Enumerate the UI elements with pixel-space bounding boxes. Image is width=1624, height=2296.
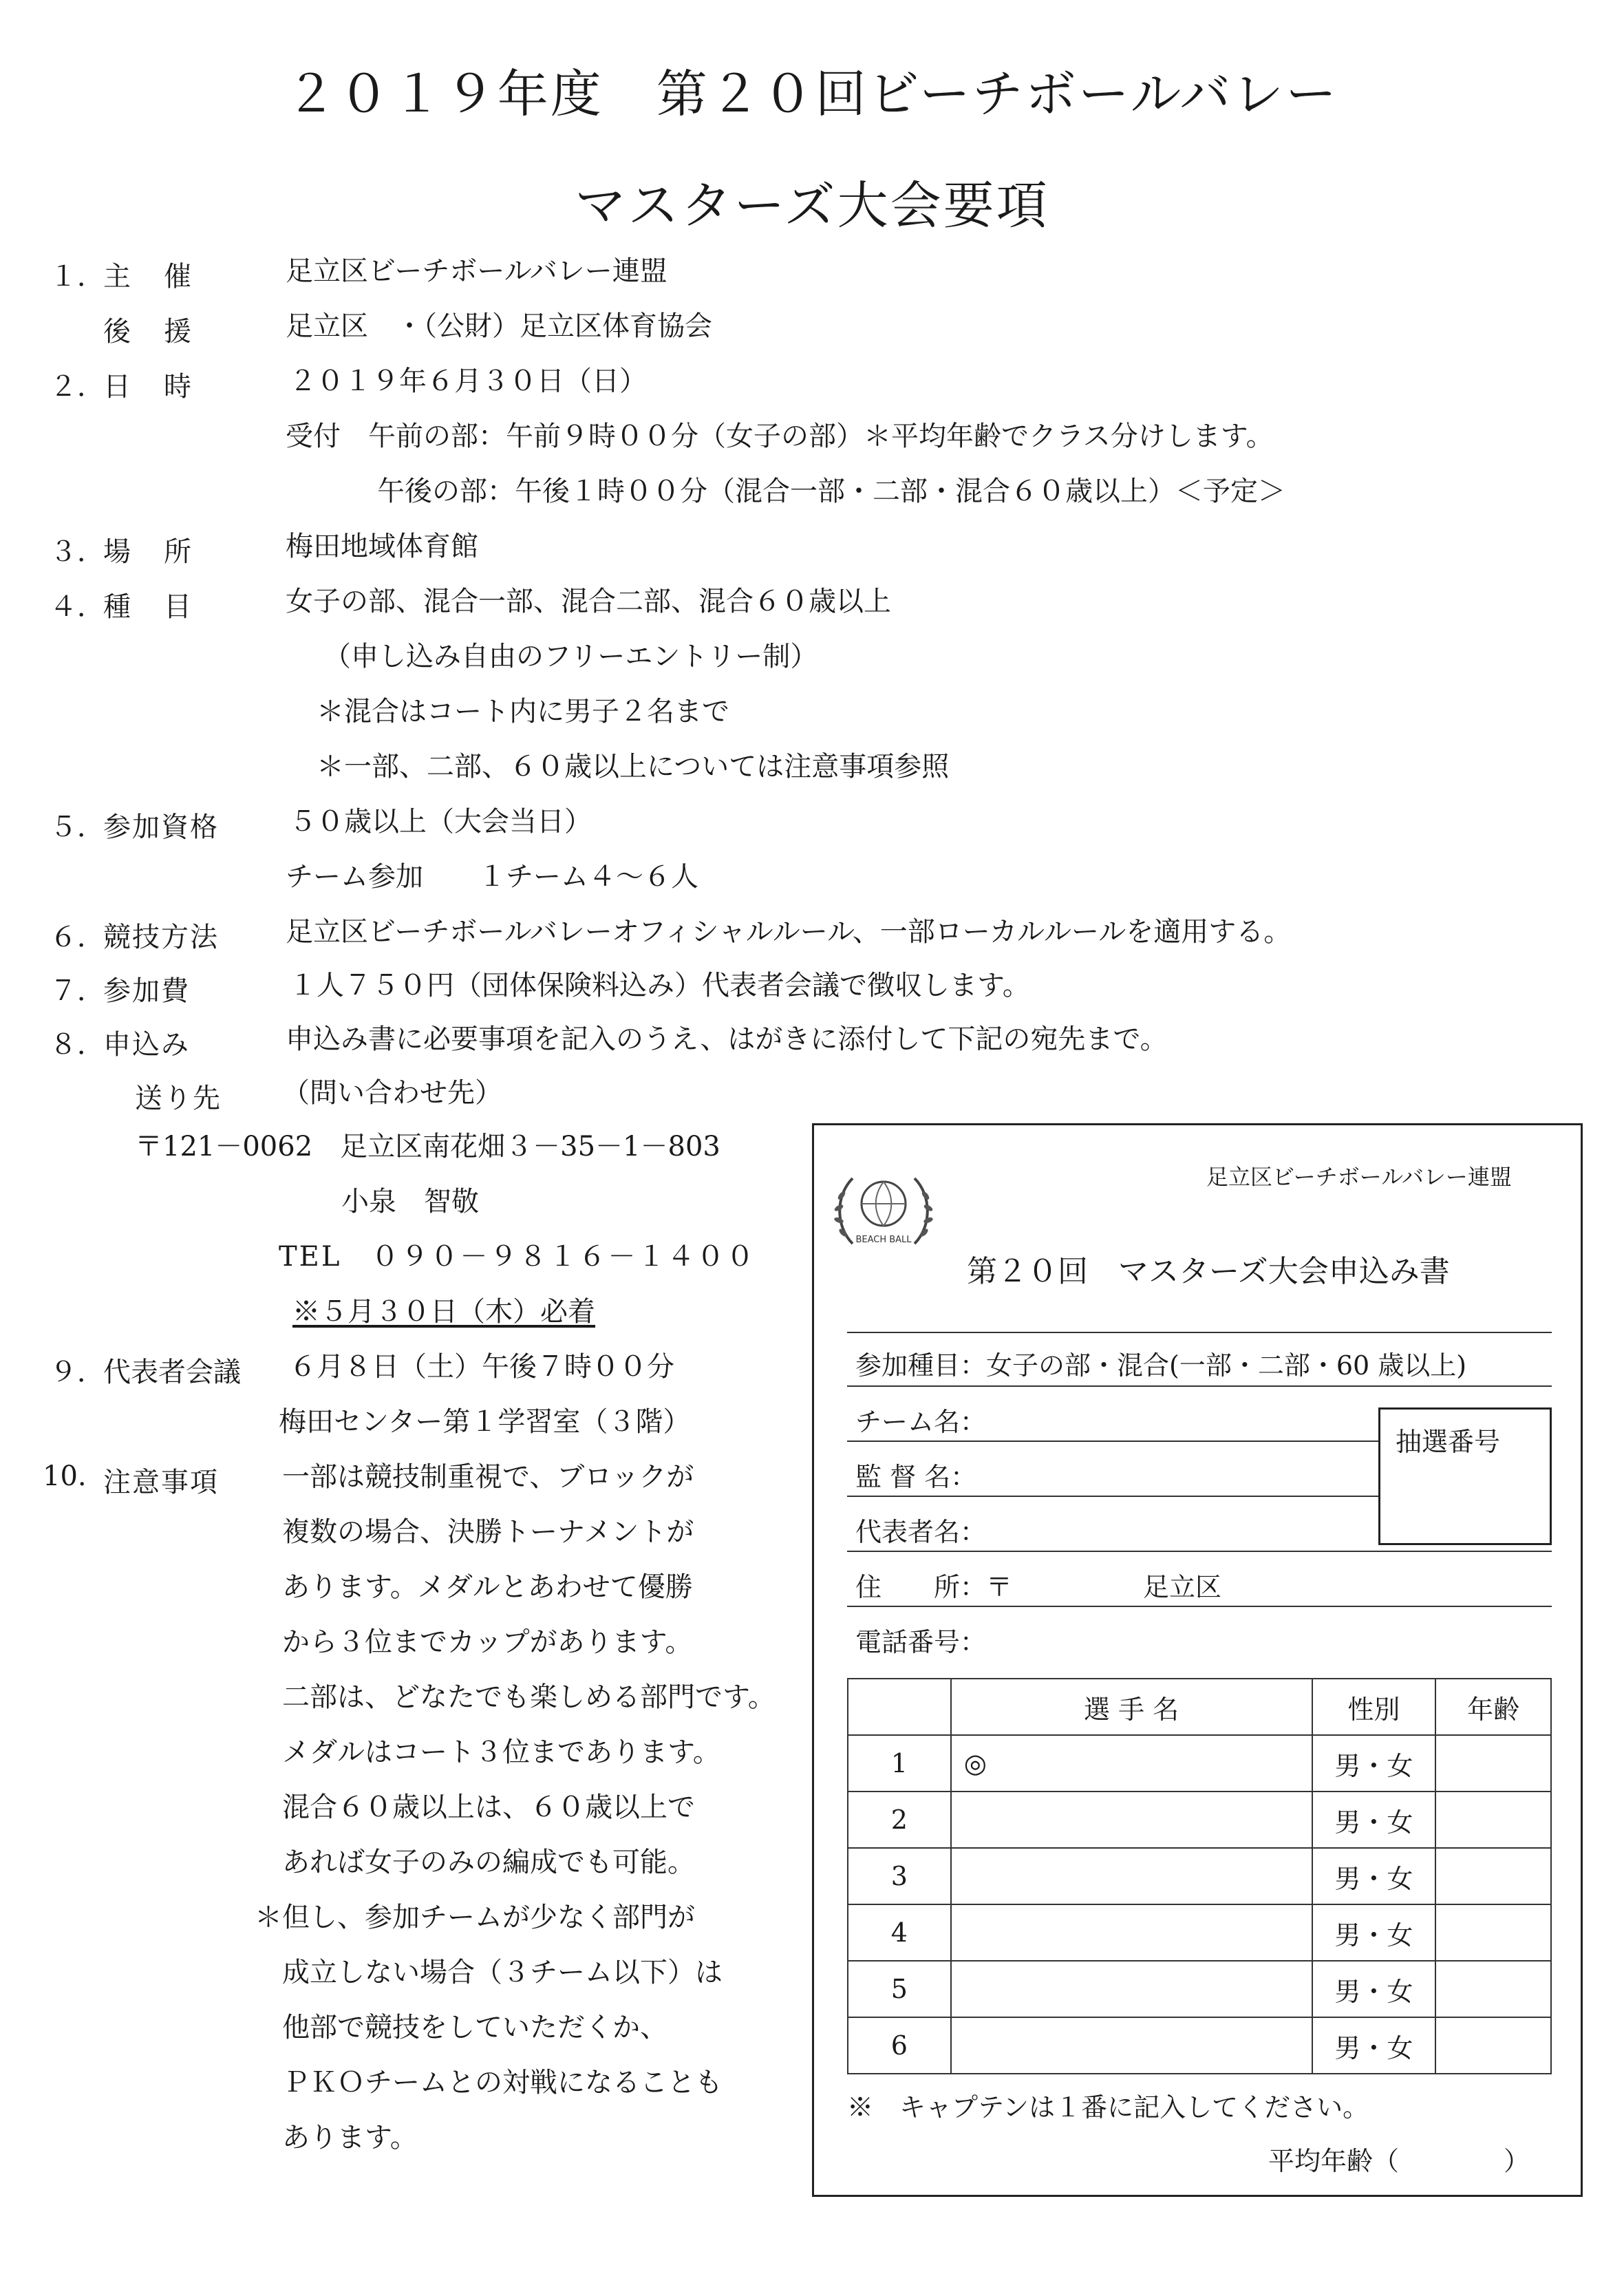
- item-number: ６．: [50, 922, 105, 953]
- events-note: （申し込み自由のフリーエントリー制）: [323, 641, 818, 672]
- item-number: ２．: [50, 371, 105, 403]
- datetime-label: 日 時: [103, 371, 194, 403]
- note-line: あります。メダルとあわせて優勝: [282, 1571, 693, 1603]
- header-player-name: 選 手 名: [951, 1679, 1312, 1735]
- row-number: 6: [848, 2017, 951, 2074]
- page-title: ２０１９年度 第２０回ビーチボールバレー: [285, 65, 1339, 124]
- divider: [847, 1551, 1552, 1552]
- events-value: 女子の部、混合一部、混合二部、混合６０歳以上: [286, 586, 891, 617]
- eligibility-value: ５０歳以上（大会当日）: [289, 806, 592, 838]
- note-line: 複数の場合、決勝トーナメントが: [282, 1516, 694, 1548]
- item-number: ４．: [50, 591, 105, 623]
- item-number: ７．: [50, 975, 105, 1007]
- events-label: 種 目: [103, 591, 194, 623]
- age-cell[interactable]: [1435, 2017, 1551, 2074]
- player-name-cell[interactable]: [951, 1848, 1312, 1904]
- table-row: [848, 1848, 1551, 1904]
- eligibility-label: 参加資格: [103, 811, 219, 843]
- sex-cell[interactable]: 男・女: [1312, 1904, 1436, 1961]
- events-note: ＊混合はコート内に男子２名まで: [317, 696, 729, 727]
- header-sex: 性別: [1312, 1679, 1436, 1735]
- table-row: [848, 1961, 1551, 2017]
- form-title: 第２０回 マスターズ大会申込み書: [967, 1254, 1450, 1289]
- item-number: 10.: [43, 1460, 87, 1492]
- note-line: あれば女子のみの編成でも可能。: [282, 1847, 695, 1878]
- table-row: [848, 1904, 1551, 1961]
- form-organization: 足立区ビーチボールバレー連盟: [1206, 1164, 1512, 1190]
- deadline: ※５月３０日（木）必着: [292, 1296, 595, 1328]
- sex-cell[interactable]: 男・女: [1312, 1961, 1436, 2017]
- inquiry-label: （問い合わせ先）: [282, 1077, 502, 1109]
- player-name-cell[interactable]: [951, 1961, 1312, 2017]
- form-category: 参加種目：女子の部・混合(一部・二部・60 歳以上): [855, 1350, 1467, 1381]
- player-table: [847, 1678, 1552, 2074]
- application-form: [812, 1123, 1583, 2197]
- sponsor-value: 足立区 ・（公財）足立区体育協会: [286, 310, 712, 342]
- organizer-value: 足立区ビーチボールバレー連盟: [286, 255, 667, 287]
- row-number: 2: [848, 1792, 951, 1848]
- address-field[interactable]: 住 所：〒: [855, 1572, 1013, 1602]
- rules-label: 競技方法: [103, 922, 219, 953]
- item-number: ５．: [50, 811, 105, 843]
- note-line: 他部で競技をしていただくか、: [282, 2012, 667, 2043]
- header-number: [848, 1679, 951, 1735]
- age-cell[interactable]: [1435, 1792, 1551, 1848]
- sex-cell[interactable]: 男・女: [1312, 1848, 1436, 1904]
- note-line: 一部は競技制重視で、ブロックが: [282, 1461, 694, 1493]
- average-age-field[interactable]: 平均年齢（ ）: [1268, 2146, 1530, 2176]
- note-line: から３位までカップがあります。: [282, 1626, 693, 1658]
- team-size: チーム参加 １チーム４～６人: [286, 861, 698, 893]
- mailing-address: 〒121－0062 足立区南花畑３－35－1－803: [135, 1131, 720, 1162]
- note-line: ＰＫＯチームとの対戦になることも: [282, 2067, 723, 2098]
- item-number: ３．: [50, 536, 105, 568]
- table-header-row: [848, 1679, 1551, 1735]
- team-name-field[interactable]: チーム名：: [855, 1407, 987, 1437]
- lottery-number-label: 抽選番号: [1396, 1427, 1501, 1457]
- coach-name-field[interactable]: 監 督 名：: [855, 1462, 977, 1492]
- item-number: ９．: [50, 1357, 105, 1388]
- meeting-value: ６月８日（土）午後７時００分: [289, 1351, 674, 1383]
- table-row: [848, 2017, 1551, 2074]
- emblem-text: BEACH BALL: [855, 1235, 912, 1245]
- age-cell[interactable]: [1435, 1735, 1551, 1792]
- meeting-label: 代表者会議: [103, 1357, 241, 1388]
- venue-label: 場 所: [103, 536, 194, 568]
- fee-value: １人７５０円（団体保険料込み）代表者会議で徴収します。: [289, 970, 1030, 1001]
- contact-person: 小泉 智敬: [341, 1186, 479, 1218]
- player-name-cell[interactable]: [951, 1792, 1312, 1848]
- header-age: 年齢: [1435, 1679, 1551, 1735]
- age-cell[interactable]: [1435, 1848, 1551, 1904]
- phone-field[interactable]: 電話番号：: [855, 1627, 987, 1657]
- sex-cell[interactable]: 男・女: [1312, 2017, 1436, 2074]
- rules-value: 足立区ビーチボールバレーオフィシャルルール、一部ローカルルールを適用する。: [286, 916, 1292, 948]
- note-line: ＊但し、参加チームが少なく部門が: [255, 1902, 695, 1933]
- venue-value: 梅田地域体育館: [286, 531, 478, 562]
- item-number: １．: [50, 261, 105, 293]
- row-number: 4: [848, 1904, 951, 1961]
- divider: [847, 1496, 1378, 1497]
- note-line: あります。: [282, 2122, 418, 2154]
- age-cell[interactable]: [1435, 1904, 1551, 1961]
- table-row: [848, 1792, 1551, 1848]
- meeting-place: 梅田センター第１学習室（３階）: [279, 1406, 691, 1438]
- player-name-cell[interactable]: [951, 2017, 1312, 2074]
- note-line: 成立しない場合（３チーム以下）は: [282, 1957, 723, 1988]
- sex-cell[interactable]: 男・女: [1312, 1792, 1436, 1848]
- lottery-number-box: [1378, 1407, 1552, 1545]
- row-number: 3: [848, 1848, 951, 1904]
- row-number: 5: [848, 1961, 951, 2017]
- address-city: 足立区: [1143, 1572, 1222, 1602]
- send-to-label: 送り先: [135, 1083, 222, 1114]
- item-number: ８．: [50, 1029, 105, 1061]
- player-name-cell[interactable]: ◎: [951, 1735, 1312, 1792]
- sponsor-label: 後 援: [103, 316, 194, 348]
- table-row: [848, 1735, 1551, 1792]
- reception-afternoon: 午後の部：午後１時００分（混合一部・二部・混合６０歳以上）＜予定＞: [377, 476, 1285, 507]
- note-line: メダルはコート３位まであります。: [282, 1736, 720, 1768]
- fee-label: 参加費: [103, 975, 190, 1007]
- player-name-cell[interactable]: [951, 1904, 1312, 1961]
- captain-note: ※ キャプテンは１番に記入してください。: [847, 2092, 1369, 2123]
- note-line: 二部は、どなたでも楽しめる部門です。: [282, 1681, 776, 1713]
- representative-field[interactable]: 代表者名：: [855, 1517, 987, 1547]
- application-label: 申込み: [103, 1029, 190, 1061]
- reception-morning: 受付 午前の部：午前９時００分（女子の部）＊平均年齢でクラス分けします。: [286, 421, 1274, 452]
- note-line: 混合６０歳以上は、６０歳以上で: [282, 1792, 695, 1823]
- sex-cell[interactable]: 男・女: [1312, 1735, 1436, 1792]
- events-note: ＊一部、二部、６０歳以上については注意事項参照: [317, 751, 950, 783]
- divider: [847, 1332, 1552, 1333]
- divider: [847, 1441, 1378, 1442]
- page-subtitle: マスターズ大会要項: [575, 176, 1049, 235]
- notes-label: 注意事項: [103, 1467, 219, 1498]
- datetime-value: ２０１９年６月３０日（日）: [289, 365, 647, 397]
- age-cell[interactable]: [1435, 1961, 1551, 2017]
- divider: [847, 1385, 1552, 1387]
- application-value: 申込み書に必要事項を記入のうえ、はがきに添付して下記の宛先まで。: [286, 1023, 1168, 1055]
- row-number: 1: [848, 1735, 951, 1792]
- organizer-label: 主 催: [103, 261, 194, 293]
- contact-phone: TEL ０９０－９８１６－１４００: [279, 1241, 756, 1273]
- divider: [847, 1606, 1552, 1607]
- beach-ball-emblem-icon: [832, 1168, 935, 1257]
